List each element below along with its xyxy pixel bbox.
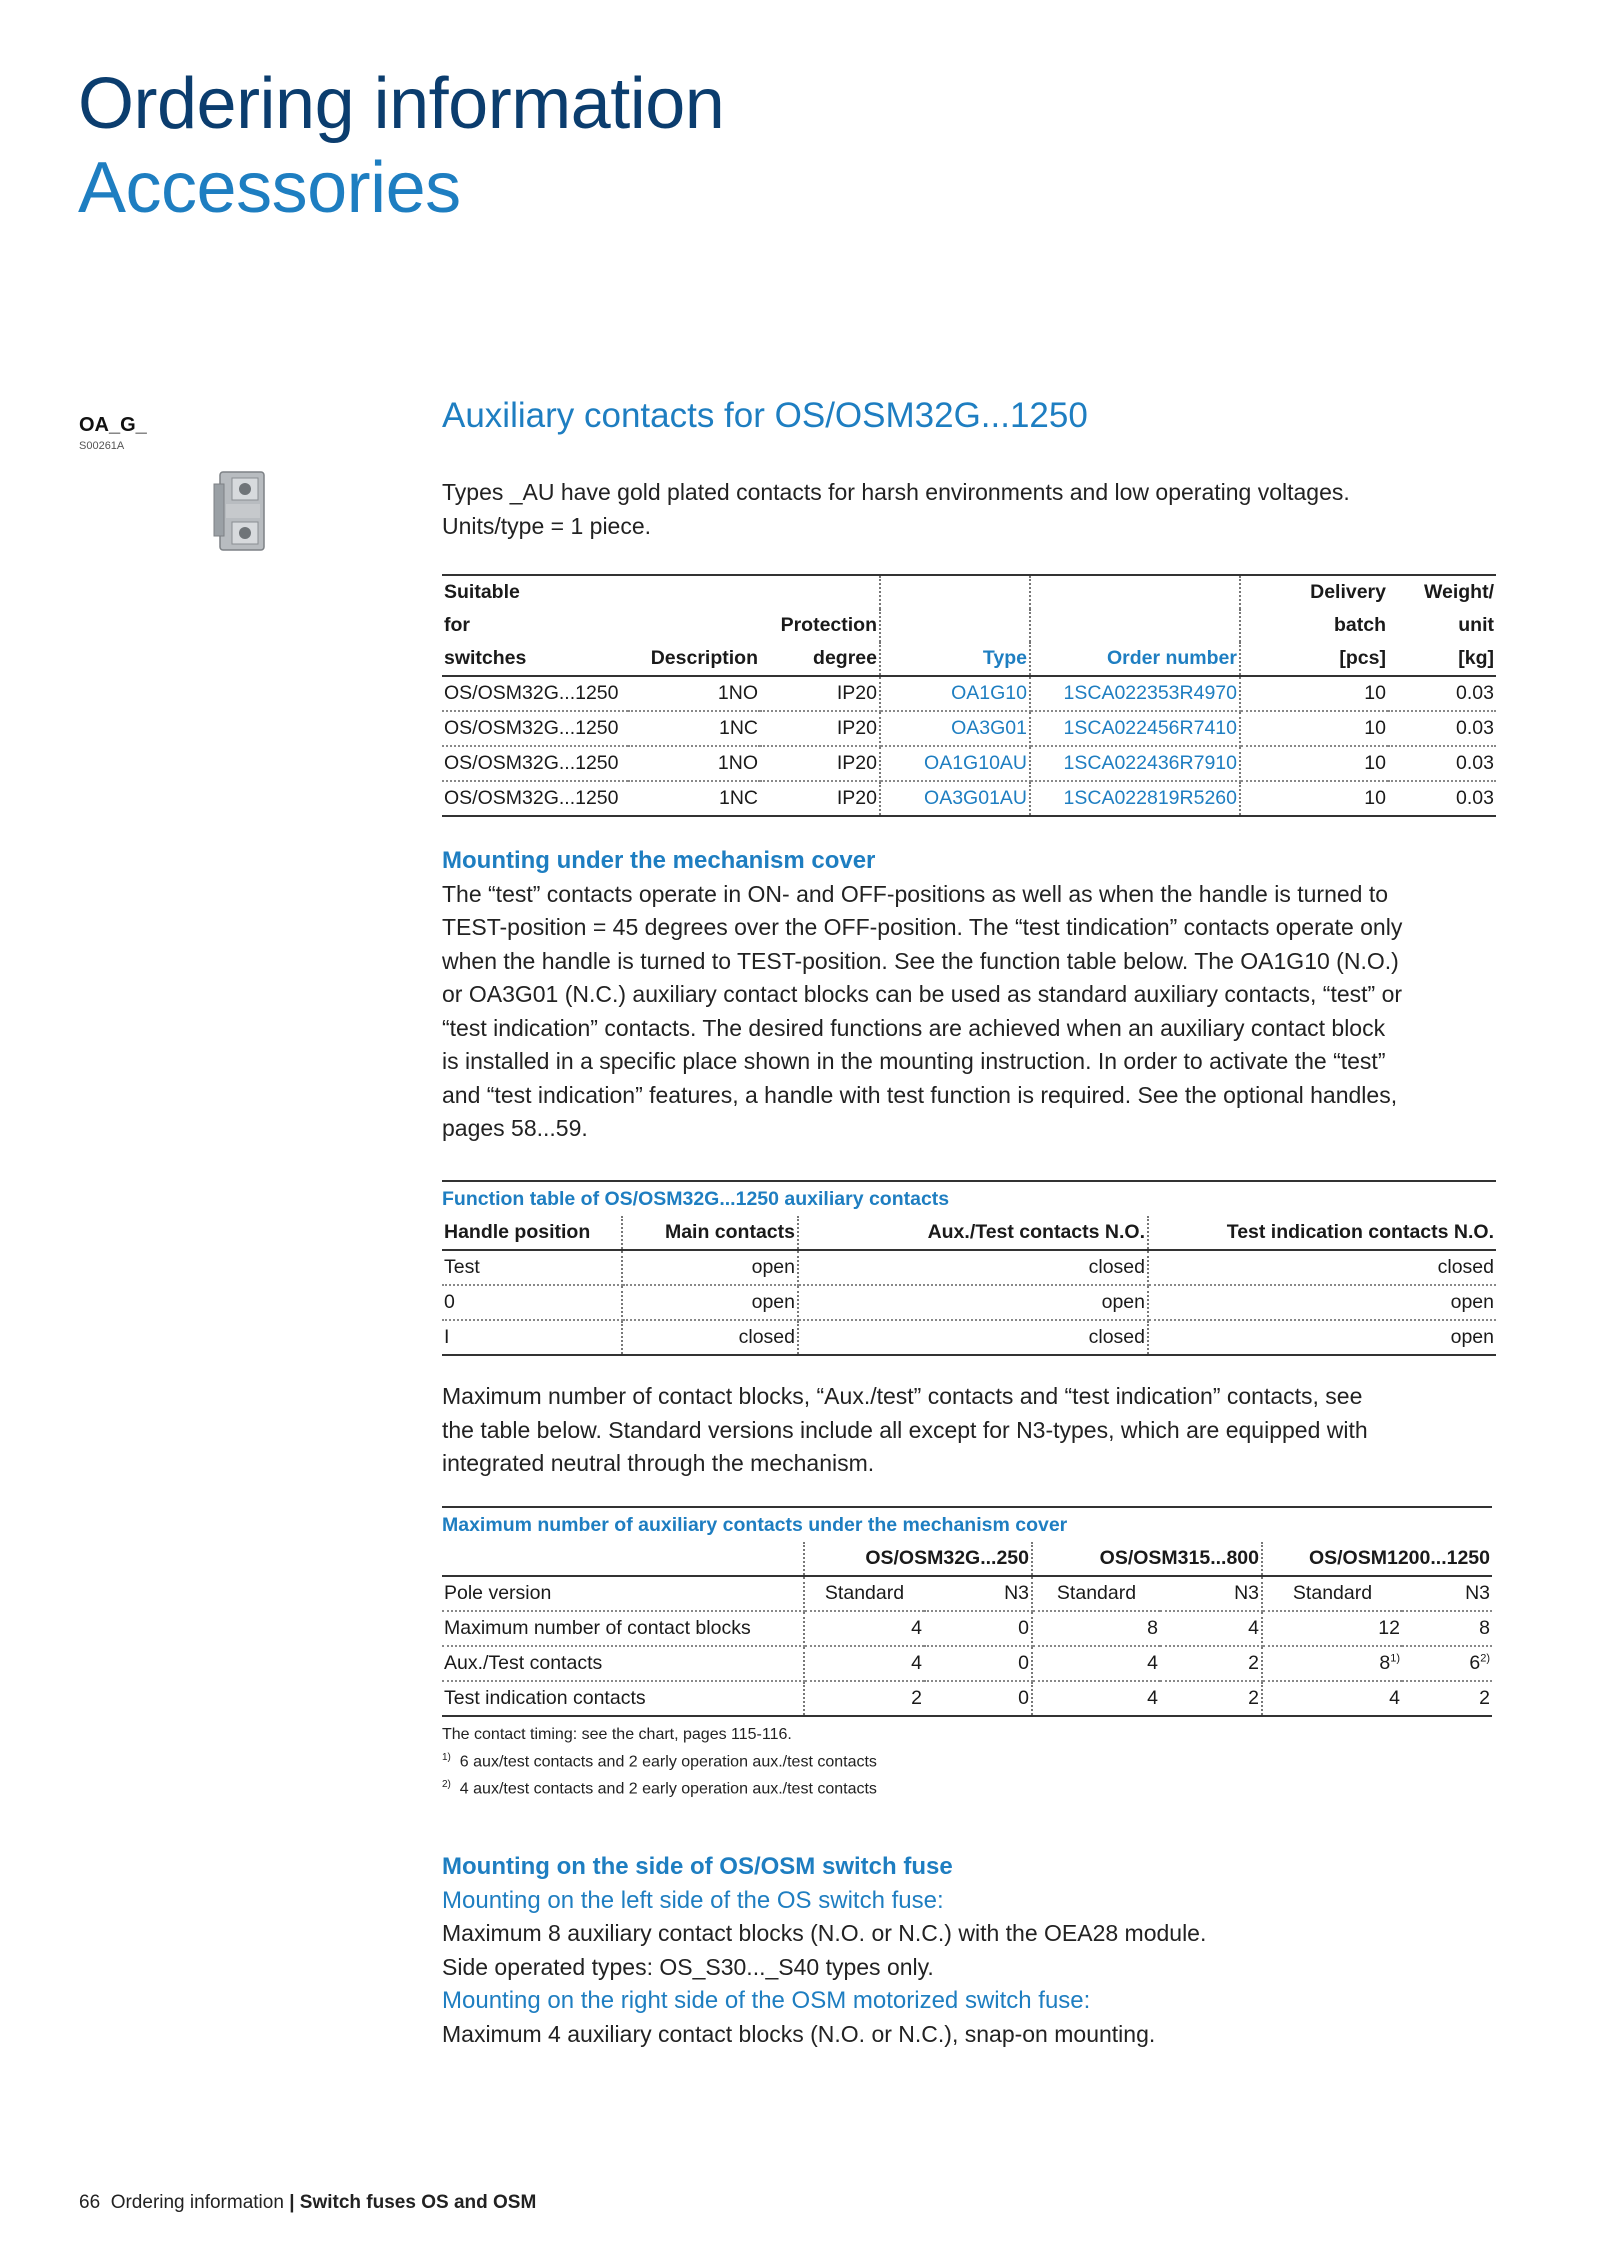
cell-value: 2 <box>1160 1681 1262 1716</box>
cell-weight: 0.03 <box>1388 746 1496 781</box>
table-row <box>442 1681 1492 1716</box>
header-description: Description <box>628 642 760 676</box>
mounting-cover-line: TEST-position = 45 degrees over the OFF-position. The “test tindication” contacts operate only <box>442 914 1403 940</box>
mounting-cover-section <box>442 844 1496 1146</box>
header-delivery-3: [pcs] <box>1240 642 1388 676</box>
row-label: Maximum number of contact blocks <box>442 1611 804 1646</box>
row-label: Pole version <box>442 1576 804 1611</box>
header-weight-2: unit <box>1458 614 1494 636</box>
cell-value: 0 <box>924 1646 1032 1681</box>
page-footer <box>79 2192 536 2214</box>
side-mount-heading: Mounting on the side of OS/OSM switch fuse <box>442 1853 953 1880</box>
cell-value: 4 <box>1160 1611 1262 1646</box>
intro-line-1: Types _AU have gold plated contacts for harsh environments and low operating voltages. <box>442 479 1350 505</box>
cell-batch: 10 <box>1240 676 1388 711</box>
mounting-cover-line: “test indication” contacts. The desired functions are achieved when an auxiliary contact block <box>442 1014 1386 1041</box>
page-title: Ordering information <box>78 64 725 144</box>
max-text-line: Maximum number of contact blocks, “Aux./test” contacts and “test indication” contacts, see <box>442 1383 1363 1409</box>
side-mount-right-line: Maximum 4 auxiliary contact blocks (N.O. or N.C.), snap-on mounting. <box>442 2020 1156 2047</box>
table-row <box>442 1250 1496 1285</box>
auxiliary-contact-image <box>212 466 272 556</box>
header-weight-1: Weight/ <box>1423 581 1494 603</box>
mounting-cover-line: The “test” contacts operate in ON- and OFF-positions as well as when the handle is turned to <box>442 880 1389 907</box>
note-text: 6 aux/test contacts and 2 early operation aux./test contacts <box>459 1753 877 1771</box>
section-title: Auxiliary contacts for OS/OSM32G...1250 <box>442 396 1088 435</box>
header-suitable-3: switches <box>442 642 628 676</box>
cell-description: 1NO <box>628 676 760 711</box>
footnote-mark: 2) <box>442 1779 451 1791</box>
cell-value: 4 <box>804 1646 924 1681</box>
table-row <box>442 1285 1496 1320</box>
cell-batch: 10 <box>1240 746 1388 781</box>
cell-order-number-link[interactable]: 1SCA022436R7910 <box>1030 746 1240 781</box>
cell-order-number-link[interactable]: 1SCA022353R4970 <box>1030 676 1240 711</box>
max-number-text <box>442 1380 1496 1481</box>
footer-separator: | <box>289 2192 295 2213</box>
table-row <box>442 1611 1492 1646</box>
cell-aux: open <box>798 1285 1148 1320</box>
header-weight-3: [kg] <box>1388 642 1496 676</box>
header-test-indication: Test indication contacts N.O. <box>1148 1216 1496 1250</box>
cell-switches: OS/OSM32G...1250 <box>442 746 628 781</box>
cell-type-link[interactable]: OA1G10AU <box>880 746 1030 781</box>
side-mount-left-line: Side operated types: OS_S30..._S40 types only. <box>442 1953 934 1980</box>
mounting-cover-line: is installed in a specific place shown in the mounting instruction. In order to activate the “test” <box>442 1048 1386 1074</box>
product-image-code: S00261A <box>79 440 125 452</box>
header-aux-test: Aux./Test contacts N.O. <box>798 1216 1148 1250</box>
cell-weight: 0.03 <box>1388 676 1496 711</box>
cell-value: Standard <box>1262 1576 1402 1611</box>
header-main-contacts: Main contacts <box>622 1216 798 1250</box>
note-1 <box>442 1746 1492 1773</box>
footer-doc-title: Switch fuses OS and OSM <box>299 2192 537 2213</box>
cell-value: 8 <box>1402 1611 1492 1646</box>
header-protection-1: Protection <box>760 609 880 642</box>
cell-handle: Test <box>442 1250 622 1285</box>
header-suitable-1: Suitable <box>444 581 520 603</box>
table-row <box>442 746 1496 781</box>
cell-main: open <box>622 1250 798 1285</box>
header-delivery-1: Delivery <box>1310 581 1386 603</box>
cell-test-ind: closed <box>1148 1250 1496 1285</box>
cell-aux: closed <box>798 1320 1148 1355</box>
row-label: Aux./Test contacts <box>442 1646 804 1681</box>
max-text-line: the table below. Standard versions include all except for N3-types, which are equipped with <box>442 1416 1368 1443</box>
cell-description: 1NC <box>628 781 760 816</box>
mounting-cover-line: when the handle is turned to TEST-position. See the function table below. The OA1G10 (N.O.) <box>442 947 1399 974</box>
header-delivery-2: batch <box>1333 614 1386 636</box>
order-table-wrapper <box>442 574 1496 817</box>
cell-value: 6 <box>1469 1652 1481 1674</box>
cell-protection: IP20 <box>760 676 880 711</box>
cell-value: Standard <box>1032 1576 1160 1611</box>
cell-order-number-link[interactable]: 1SCA022819R5260 <box>1030 781 1240 816</box>
cell-aux: closed <box>798 1250 1148 1285</box>
cell-value: 4 <box>1032 1646 1160 1681</box>
function-table-caption: Function table of OS/OSM32G...1250 auxiliary contacts <box>442 1180 1496 1216</box>
mounting-cover-line: and “test indication” features, a handle with test function is required. See the optional handles, <box>442 1081 1398 1108</box>
function-table <box>442 1216 1496 1356</box>
cell-protection: IP20 <box>760 746 880 781</box>
side-mount-section <box>442 1850 1496 2051</box>
cell-switches: OS/OSM32G...1250 <box>442 711 628 746</box>
footnote-mark: 1) <box>442 1752 451 1763</box>
mounting-cover-line: or OA3G01 (N.C.) auxiliary contact blocks can be used as standard auxiliary contacts, “test” or <box>442 981 1403 1007</box>
cell-handle: 0 <box>442 1285 622 1320</box>
max-text-line: integrated neutral through the mechanism. <box>442 1450 875 1476</box>
page-subtitle: Accessories <box>78 148 461 228</box>
table-row <box>442 711 1496 746</box>
page-number: 66 <box>79 2192 101 2213</box>
cell-weight: 0.03 <box>1388 781 1496 816</box>
cell-value: N3 <box>924 1576 1032 1611</box>
header-handle-position: Handle position <box>442 1216 622 1250</box>
cell-description: 1NO <box>628 746 760 781</box>
cell-value: 4 <box>1032 1681 1160 1716</box>
product-code: OA_G_ <box>79 414 147 436</box>
cell-value: 2 <box>804 1681 924 1716</box>
footnote-mark: 2) <box>1480 1652 1490 1665</box>
cell-value-footnoted <box>1402 1646 1492 1681</box>
mounting-cover-heading: Mounting under the mechanism cover <box>442 847 876 874</box>
cell-main: open <box>622 1285 798 1320</box>
cell-value: 12 <box>1262 1611 1402 1646</box>
cell-value: Standard <box>804 1576 924 1611</box>
cell-value: 2 <box>1402 1681 1492 1716</box>
cell-description: 1NC <box>628 711 760 746</box>
side-mount-right-heading: Mounting on the right side of the OSM motorized switch fuse: <box>442 1987 1091 2014</box>
max-table-notes <box>442 1723 1492 1801</box>
max-table-caption: Maximum number of auxiliary contacts under the mechanism cover <box>442 1506 1492 1542</box>
table-row <box>442 1320 1496 1355</box>
group-header-250: OS/OSM32G...250 <box>804 1542 1032 1576</box>
cell-type-link[interactable]: OA3G01 <box>880 711 1030 746</box>
mounting-cover-line: pages 58...59. <box>442 1115 588 1141</box>
note-timing: The contact timing: see the chart, pages 115-116. <box>442 1726 792 1743</box>
cell-value: N3 <box>1160 1576 1262 1611</box>
intro-line-2: Units/type = 1 piece. <box>442 512 652 539</box>
function-table-wrapper <box>442 1180 1496 1356</box>
cell-batch: 10 <box>1240 711 1388 746</box>
header-type: Type <box>880 642 1030 676</box>
header-order-number: Order number <box>1030 642 1240 676</box>
cell-type-link[interactable]: OA1G10 <box>880 676 1030 711</box>
cell-type-link[interactable]: OA3G01AU <box>880 781 1030 816</box>
cell-test-ind: open <box>1148 1285 1496 1320</box>
cell-value: 0 <box>924 1681 1032 1716</box>
cell-main: closed <box>622 1320 798 1355</box>
cell-switches: OS/OSM32G...1250 <box>442 676 628 711</box>
table-row <box>442 1646 1492 1681</box>
footer-section: Ordering information <box>110 2192 284 2213</box>
cell-value: 8 <box>1379 1652 1391 1674</box>
cell-value: 8 <box>1032 1611 1160 1646</box>
footnote-mark: 1) <box>1390 1652 1400 1665</box>
cell-test-ind: open <box>1148 1320 1496 1355</box>
cell-handle: I <box>442 1320 622 1355</box>
max-table-wrapper <box>442 1506 1492 1801</box>
note-text: 4 aux/test contacts and 2 early operation aux./test contacts <box>459 1780 877 1798</box>
table-row <box>442 781 1496 816</box>
header-suitable-2: for <box>444 614 470 636</box>
row-label: Test indication contacts <box>442 1681 804 1716</box>
cell-protection: IP20 <box>760 781 880 816</box>
group-header-800: OS/OSM315...800 <box>1032 1542 1262 1576</box>
cell-value: N3 <box>1402 1576 1492 1611</box>
note-2 <box>442 1773 1492 1800</box>
cell-value: 4 <box>804 1611 924 1646</box>
cell-value: 0 <box>924 1611 1032 1646</box>
cell-protection: IP20 <box>760 711 880 746</box>
group-header-1250: OS/OSM1200...1250 <box>1262 1542 1492 1576</box>
side-mount-left-line: Maximum 8 auxiliary contact blocks (N.O. or N.C.) with the OEA28 module. <box>442 1920 1207 1946</box>
order-table <box>442 574 1496 817</box>
cell-value: 4 <box>1262 1681 1402 1716</box>
max-table <box>442 1542 1492 1717</box>
cell-weight: 0.03 <box>1388 711 1496 746</box>
side-mount-left-heading: Mounting on the left side of the OS switch fuse: <box>442 1886 944 1914</box>
cell-switches: OS/OSM32G...1250 <box>442 781 628 816</box>
cell-order-number-link[interactable]: 1SCA022456R7410 <box>1030 711 1240 746</box>
table-row <box>442 1576 1492 1611</box>
cell-value: 2 <box>1160 1646 1262 1681</box>
header-protection-2: degree <box>760 642 880 676</box>
cell-batch: 10 <box>1240 781 1388 816</box>
cell-value-footnoted <box>1262 1646 1402 1681</box>
table-row <box>442 676 1496 711</box>
